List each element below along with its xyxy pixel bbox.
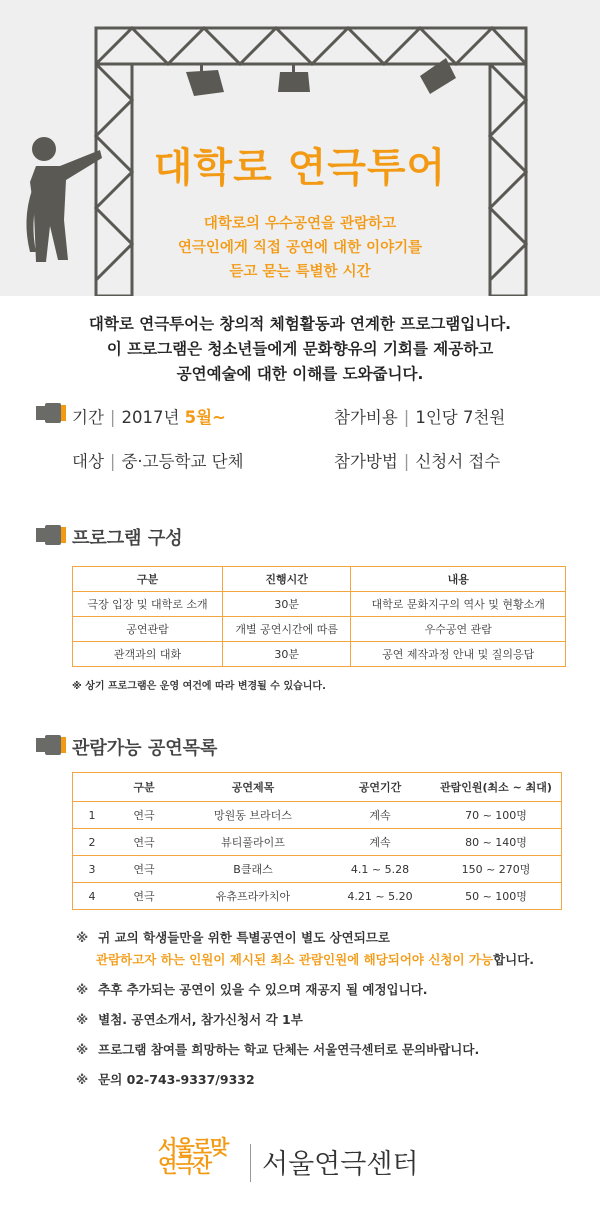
table-row [73, 642, 566, 667]
note-text: 문의 02-743-9337/9332 [98, 1072, 255, 1087]
table-cell: 연극 [111, 829, 177, 856]
note-text: 합니다. [493, 952, 535, 967]
intro-line: 공연예술에 대한 이해를 도와줍니다. [176, 365, 424, 383]
program-section-title: 프로그램 구성 [72, 528, 183, 549]
program-table [72, 566, 566, 667]
logo-line: 연극잔 [158, 1153, 210, 1177]
spotlight-icon [36, 732, 70, 756]
table-cell: 연극 [133, 890, 155, 903]
table-row [73, 856, 562, 883]
table-row [73, 802, 562, 829]
page-title: 대학로 연극투어 [153, 145, 447, 191]
table-header-row [73, 567, 566, 592]
table-cell: 공연 제작과정 안내 및 질의응답 [351, 642, 566, 667]
table-cell: 뷰티풀라이프 [177, 829, 329, 856]
note-mark: ※ [76, 982, 89, 997]
logo-line: 서울로맞 [158, 1135, 228, 1159]
note-item [76, 980, 428, 998]
note-item [76, 1040, 479, 1058]
note-text: 별첨. 공연소개서, 참가신청서 각 1부 [98, 1012, 303, 1027]
note-mark: ※ [76, 1072, 89, 1087]
separator: | [109, 408, 116, 427]
table-cell: 연극 [111, 802, 177, 829]
spotlight-icon [36, 400, 70, 424]
note-text: 프로그램 참여를 희망하는 학교 단체는 서울연극센터로 문의바랍니다. [98, 1042, 480, 1057]
table-row [73, 592, 566, 617]
note-item-continued [96, 950, 534, 968]
shows-table [72, 772, 562, 910]
table-cell: 1 [73, 802, 112, 829]
table-cell: 4.1 ~ 5.28 [329, 856, 431, 883]
table-cell: 50 ~ 100명 [465, 890, 527, 903]
separator: | [403, 452, 410, 471]
table-cell: 개별 공연시간에 따름 [222, 617, 351, 642]
table-cell: B클래스 [177, 856, 329, 883]
target-value: 중·고등학교 단체 [121, 452, 244, 471]
brand-logo [158, 1135, 228, 1177]
note-item [76, 1010, 303, 1028]
table-cell: 우수공연 관람 [351, 617, 566, 642]
period-highlight: 5월~ [184, 408, 226, 427]
table-cell: 70 ~ 100명 [431, 802, 562, 829]
separator: | [403, 408, 410, 427]
intro-line: 대학로 연극투어는 창의적 체험활동과 연계한 프로그램입니다. [88, 315, 512, 333]
method-value: 신청서 접수 [415, 452, 501, 471]
info-period [72, 404, 226, 428]
note-text: 귀 교의 학생들만을 위한 특별공연이 별도 상연되므로 [98, 930, 390, 945]
shows-section-title: 관람가능 공연목록 [72, 738, 218, 759]
method-label: 참가방법 [334, 452, 398, 471]
spotlight-icon [36, 522, 70, 546]
table-cell: 대학로 문화지구의 역사 및 현황소개 [351, 592, 566, 617]
column-header: 내용 [351, 567, 566, 592]
column-header: 진행시간 [222, 567, 351, 592]
column-header: 구분 [111, 773, 177, 802]
table-cell: 4 [88, 889, 96, 903]
note-highlight: 관람하고자 하는 인원이 제시된 최소 관람인원에 해당되어야 신청이 가능 [96, 952, 494, 967]
table-cell: 80 ~ 140명 [431, 829, 562, 856]
hero-subtitle [150, 212, 450, 284]
table-cell: 계속 [329, 829, 431, 856]
period-value: 2017년 [121, 408, 185, 427]
note-item [76, 928, 390, 946]
table-cell: 3 [73, 856, 112, 883]
table-cell: 30분 [222, 592, 351, 617]
table-cell: 유츄프라카치아 [215, 890, 291, 903]
column-header [73, 773, 112, 802]
note-item [76, 1070, 255, 1088]
program-note: ※ 상기 프로그램은 운영 여건에 따라 변경될 수 있습니다. [72, 681, 326, 692]
table-cell: 극장 입장 및 대학로 소개 [73, 592, 223, 617]
intro-text [40, 312, 560, 387]
column-header: 공연제목 [177, 773, 329, 802]
fee-label: 참가비용 [334, 408, 398, 427]
brand-divider [250, 1144, 251, 1182]
table-cell: 30분 [222, 642, 351, 667]
note-mark: ※ [76, 1042, 89, 1057]
note-mark: ※ [76, 930, 89, 945]
hero-subtitle-line: 연극인에게 직접 공연에 대한 이야기를 [177, 240, 423, 256]
table-row [73, 829, 562, 856]
footer-brand [150, 1135, 450, 1188]
note-mark: ※ [76, 1012, 89, 1027]
intro-line: 이 프로그램은 청소년들에게 문화향유의 기회를 제공하고 [106, 340, 494, 358]
table-cell: 계속 [329, 802, 431, 829]
table-cell: 연극 [111, 856, 177, 883]
table-cell: 2 [73, 829, 112, 856]
separator: | [109, 452, 116, 471]
info-fee [334, 404, 505, 428]
note-text: 추후 추가되는 공연이 있을 수 있으며 재공지 될 예정입니다. [98, 982, 428, 997]
hero-subtitle-line: 대학로의 우수공연을 관람하고 [203, 216, 397, 232]
table-row [73, 617, 566, 642]
table-row [73, 883, 562, 910]
period-label: 기간 [72, 408, 104, 427]
target-label: 대상 [72, 452, 104, 471]
table-cell: 관객과의 대화 [73, 642, 223, 667]
fee-value: 1인당 7천원 [415, 408, 506, 427]
column-header: 공연기간 [329, 773, 431, 802]
column-header: 관람인원(최소 ~ 최대) [431, 773, 562, 802]
table-header-row [73, 773, 562, 802]
table-cell: 150 ~ 270명 [431, 856, 562, 883]
brand-name: 서울연극센터 [262, 1149, 419, 1180]
table-cell: 4.21 ~ 5.20 [347, 889, 413, 903]
table-cell: 망원동 브라더스 [177, 802, 329, 829]
info-target [72, 448, 244, 472]
info-method [334, 448, 500, 472]
hero-banner [0, 0, 600, 296]
column-header: 구분 [73, 567, 223, 592]
table-cell: 공연관람 [73, 617, 223, 642]
hero-subtitle-line: 듣고 묻는 특별한 시간 [229, 264, 371, 280]
